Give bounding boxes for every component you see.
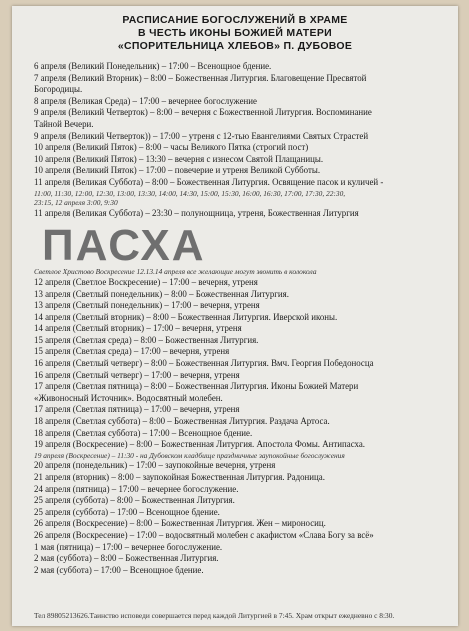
schedule-line: 2 мая (суббота) – 8:00 – Божественная Литургия. — [34, 553, 219, 564]
schedule-line: 7 апреля (Великий Вторник) – 8:00 – Божественная Литургия. Благовещение Пресвятой — [34, 72, 367, 83]
schedule-line: 24 апреля (пятница) – 17:00 – вечернее богослужение. — [34, 483, 239, 494]
schedule-line: 23:15, 12 апреля 3:00, 9:30 — [34, 198, 118, 208]
schedule-line: «Живоносный Источник». Водосвятный молебен. — [34, 392, 223, 403]
schedule-line: 9 апреля (Великий Четверток) – 8:00 – вечерня с Божественной Литургия. Воспоминание — [34, 107, 372, 118]
pasha-title-block — [34, 219, 450, 271]
schedule-line: 25 апреля (суббота) – 17:00 – Всенощное бдение. — [34, 506, 220, 517]
schedule-line: 11 апреля (Великая Суббота) – 8:00 – Божественная Литургия. Освящение пасок и куличей - — [34, 176, 384, 187]
schedule-sheet — [12, 6, 458, 626]
schedule-line: 20 апреля (понедельник) – 17:00 – заупокойные вечерня, утреня — [34, 460, 276, 471]
schedule-line: Тайной Вечери. — [34, 118, 94, 129]
schedule-body — [34, 61, 450, 576]
header — [12, 14, 458, 53]
schedule-line: 19 апреля (Воскресение) – 11:30 - на Дубовском кладбище праздничные заупокойные богослужения — [34, 450, 345, 460]
schedule-line: 17 апреля (Светлая пятница) – 8:00 – Божественная Литургия. Иконы Божией Матери — [34, 381, 359, 392]
schedule-line: 13 апреля (Светлый понедельник) – 17:00 – вечерня, утреня — [34, 300, 260, 311]
schedule-line: 10 апреля (Великий Пяток) – 13:30 – вечерня с изнесом Святой Плащаницы. — [34, 153, 324, 164]
schedule-line: 2 мая (суббота) – 17:00 – Всенощное бдение. — [34, 564, 204, 575]
schedule-line: 10 апреля (Великий Пяток) – 8:00 – часы Великого Пятка (строгий пост) — [34, 142, 309, 153]
schedule-line: 12 апреля (Светлое Воскресение) – 17:00 – вечерня, утреня — [34, 276, 258, 287]
schedule-line: 11:00, 11:30, 12:00, 12:30, 13:00, 13:30, 14:00, 14:30, 15:00, 15:30, 16:00, 16:30, 17:00, 17:30, 22:30, — [34, 188, 346, 198]
schedule-line: 13 апреля (Светлый понедельник) – 8:00 – Божественная Литургия. — [34, 288, 289, 299]
schedule-line: 1 мая (пятница) – 17:00 – вечернее богослужение. — [34, 541, 223, 552]
schedule-line: 26 апреля (Воскресение) – 8:00 – Божественная Литургия. Жен – мироносиц. — [34, 518, 326, 529]
pasha-title: ПАСХА — [42, 221, 206, 271]
footer-note: Тел 89805213626.Таинство исповеди совершается перед каждой Литургией в 7:45. Храм открыт ежедневно с 8:30. — [34, 611, 395, 620]
header-line-1: РАСПИСАНИЕ БОГОСЛУЖЕНИЙ В ХРАМЕ — [122, 14, 348, 26]
schedule-line: 17 апреля (Светлая пятница) – 17:00 – вечерня, утреня — [34, 404, 240, 415]
schedule-line: 18 апреля (Светлая суббота) – 8:00 – Божественная Литургия. Раздача Артоса. — [34, 416, 330, 427]
schedule-line: 15 апреля (Светлая среда) – 17:00 – вечерня, утреня — [34, 346, 230, 357]
schedule-line: 16 апреля (Светлый четверг) – 17:00 – вечерня, утреня — [34, 369, 240, 380]
schedule-line: 25 апреля (суббота) – 8:00 – Божественная Литургия. — [34, 495, 235, 506]
schedule-line: 26 апреля (Воскресение) – 17:00 – водосвятный молебен с акафистом «Слава Богу за всё» — [34, 529, 374, 540]
schedule-line: 18 апреля (Светлая суббота) – 17:00 – Всенощное бдение. — [34, 427, 253, 438]
header-line-2: В ЧЕСТЬ ИКОНЫ БОЖИЕЙ МАТЕРИ — [138, 27, 332, 39]
schedule-line: 9 апреля (Великий Четверток)) – 17:00 – утреня с 12-тью Евангелиями Святых Страстей — [34, 130, 369, 141]
schedule-line: 16 апреля (Светлый четверг) – 8:00 – Божественная Литургия. Вмч. Георгия Победоносца — [34, 358, 374, 369]
schedule-line: 21 апреля (вторник) – 8:00 – заупокойная Божественная Литургия. Радоница. — [34, 472, 325, 482]
schedule-line: 6 апреля (Великий Понедельник) – 17:00 – Всенощное бдение. — [34, 61, 272, 71]
schedule-line: 19 апреля (Воскресение) – 8:00 – Божественная Литургия. Апостола Фомы. Антипасха. — [34, 439, 365, 450]
schedule-line: 15 апреля (Светлая среда) – 8:00 – Божественная Литургия. — [34, 334, 259, 345]
schedule-line: 10 апреля (Великий Пяток) – 17:00 – повечерие и утреня Великой Субботы. — [34, 165, 321, 176]
schedule-line: 14 апреля (Светлый вторник) – 8:00 – Божественная Литургия. Иверской иконы. — [34, 311, 338, 322]
schedule-line: 8 апреля (Великая Среда) – 17:00 – вечернее богослужение — [34, 95, 257, 106]
header-line-3: «СПОРИТЕЛЬНИЦА ХЛЕБОВ» П. ДУБОВОЕ — [117, 40, 353, 52]
schedule-line: Богородицы. — [34, 84, 83, 95]
schedule-line: 14 апреля (Светлый вторник) – 17:00 – вечерня, утреня — [34, 323, 242, 334]
pasha-note: Светлое Христово Воскресение 12.13.14 апреля все желающие могут звонить в колокола — [34, 267, 317, 277]
schedule-line: 11 апреля (Великая Суббота) – 23:30 – полунощница, утреня, Божественная Литургия — [34, 207, 359, 218]
